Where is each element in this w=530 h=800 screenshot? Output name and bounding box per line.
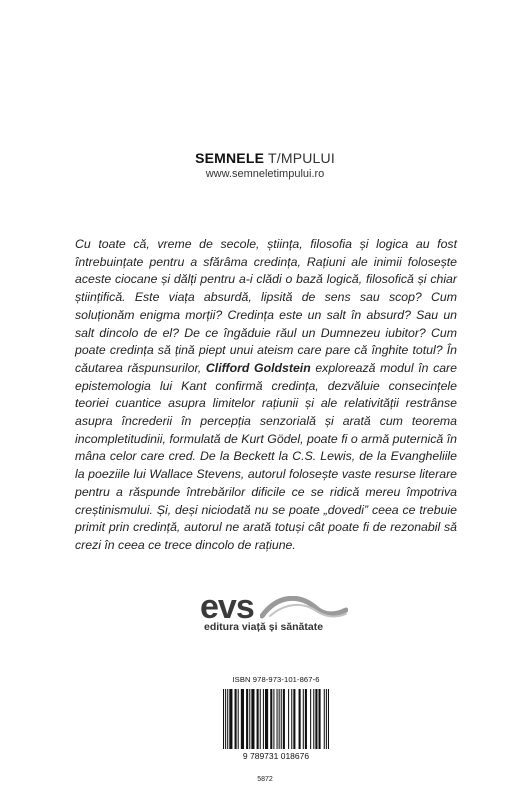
author-name: Clifford Goldstein <box>205 360 311 375</box>
barcode-bar <box>324 689 325 749</box>
barcode-bar <box>303 689 304 749</box>
barcode-bar <box>225 689 226 749</box>
barcode-bar <box>270 689 272 749</box>
barcode-bar <box>263 689 264 749</box>
barcode-bar <box>299 689 301 749</box>
barcode-bar <box>326 689 327 749</box>
publisher-site-block <box>0 150 530 180</box>
barcode-bar <box>283 689 285 749</box>
barcode-bar <box>328 689 329 749</box>
website-url: www.semneletimpului.ro <box>205 168 325 180</box>
barcode-bar <box>251 689 254 749</box>
evs-wordmark: evs <box>200 588 254 626</box>
barcode-bar <box>291 689 292 749</box>
description-part-2: explorează modul în care epistemologia lui Kant confirmă credința, dezvăluie consecințele teoriei cuantice asupra limitelor rațiunii și ale relativității restrânse asupra încrederii în percepția senzorială și arată cum teorema incompletitudinii, formulată de Kurt Gödel, poate fi o armă puternică în mâna celor care cred. De la Beckett la C.S. Lewis, de la Evangheliile la poeziile lui Wallace Stevens, autorul folosește vaste resurse literare pentru a răspunde întrebărilor dificile ce se ridică mereu împotriva creștinismului. Și, deși niciodată nu se poate „dovedi” ceea ce trebuie primit prin credință, autorul ne arată totuși cât poate fi de rezonabil să crezi în ceea ce trece dincolo de rațiune. <box>75 360 457 552</box>
barcode-bar <box>235 689 237 749</box>
isbn-block <box>217 675 335 761</box>
barcode-bar <box>241 689 244 749</box>
barcode-bar <box>281 689 282 749</box>
book-description <box>75 236 457 555</box>
barcode-bar <box>288 689 289 749</box>
barcode-bar <box>223 689 224 749</box>
barcode-bar <box>313 689 314 749</box>
barcode-bar <box>249 689 250 749</box>
barcode-bar <box>293 689 295 749</box>
logo-bold-text: SEMNELE <box>195 150 265 166</box>
barcode-bar <box>257 689 259 749</box>
barcode-bar <box>315 689 317 749</box>
barcode-digits: 9 789731 018676 <box>242 751 310 761</box>
barcode-bar <box>277 689 278 749</box>
price-code: 5872 <box>257 776 273 783</box>
barcode-bar <box>273 689 274 749</box>
publisher-name: editura viață și sănătate <box>204 621 324 633</box>
description-part-1: Cu toate că, vreme de secole, știința, filosofia și logica au fost întrebuințate pentru a sfărâma credința, Rațiuni ale inimii folosește aceste ciocane și dălți pentru a-i clădi o bază logică, filosofică și chiar științifică. Este viața absurdă, lipsită de sens sau scop? Cum soluționăm enigma morții? Credința este un salt în absurd? Sau un salt dincolo de el? De ce îngăduie răul un Dumnezeu iubitor? Cum poate credința să țină piept unui ateism care pare că înghite totul? În căutarea răspunsurilor, <box>75 237 457 375</box>
barcode-bar <box>246 689 248 749</box>
evs-publisher-logo <box>200 590 370 640</box>
semnele-timpului-logo <box>0 150 530 166</box>
wave-swoosh-icon <box>260 596 348 622</box>
barcode-bar <box>229 689 232 749</box>
barcode-bar <box>238 689 239 749</box>
barcode-bar <box>279 689 280 749</box>
isbn-label: ISBN 978-973-101-867-6 <box>232 675 320 684</box>
barcode-bar <box>260 689 261 749</box>
barcode-bar <box>319 689 321 749</box>
barcode-bar <box>310 689 311 749</box>
barcode-bar <box>227 689 228 749</box>
barcode-bar <box>305 689 307 749</box>
barcode-image <box>217 687 335 761</box>
logo-light-text: T/MPULUI <box>267 150 335 166</box>
barcode-bar <box>265 689 268 749</box>
